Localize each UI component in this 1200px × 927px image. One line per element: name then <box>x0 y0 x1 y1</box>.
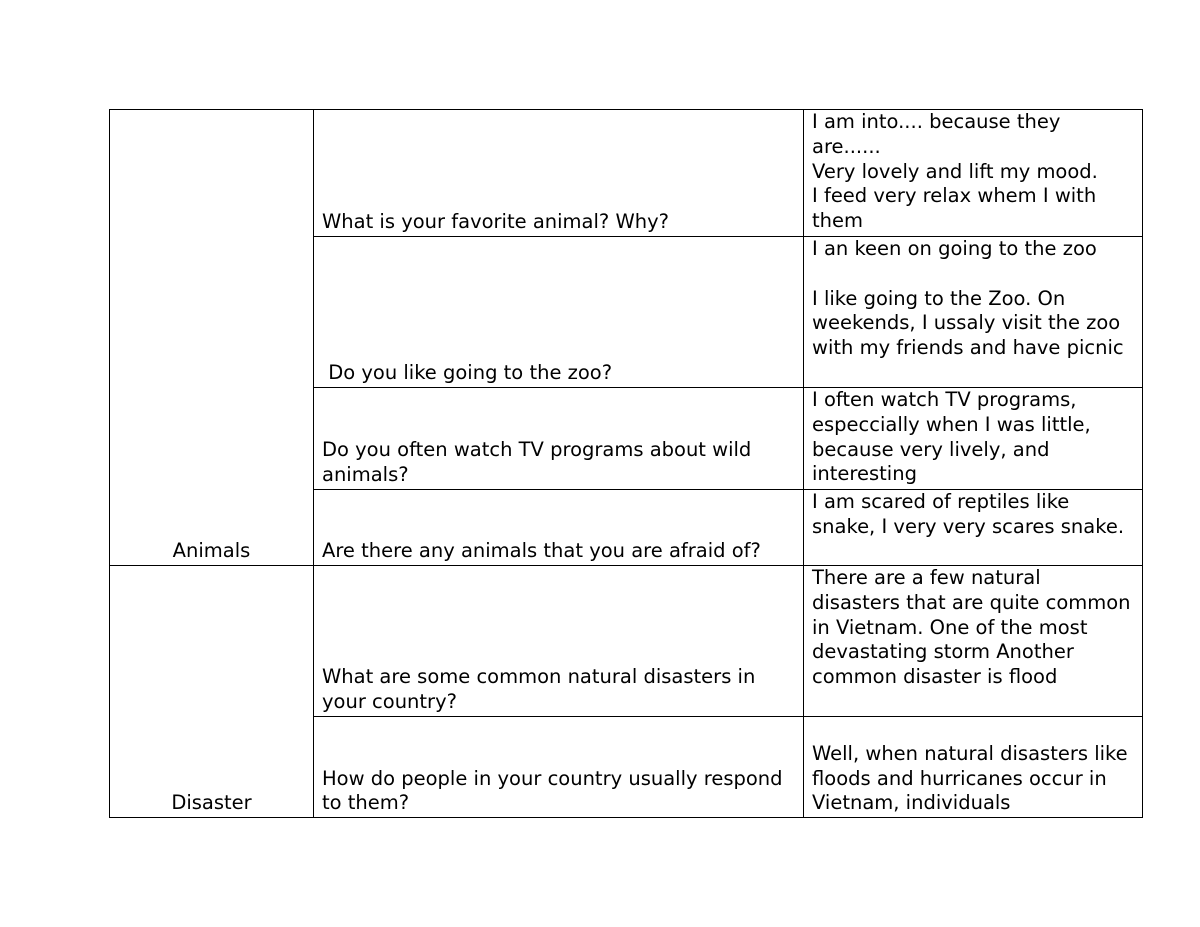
answer-cell: I an keen on going to the zoo I like going to the Zoo. On weekends, I ussaly visit the zoo with my friends and have picnic <box>804 237 1143 388</box>
qa-table <box>109 109 1143 818</box>
table-row <box>110 566 1143 717</box>
question-cell: Are there any animals that you are afraid of? <box>314 490 804 566</box>
question-cell: Do you like going to the zoo? <box>314 237 804 388</box>
answer-cell: I often watch TV programs, especcially when I was little, because very lively, and interesting <box>804 388 1143 490</box>
answer-cell: I am into.... because they are...... Very lovely and lift my mood. I feed very relax whem I with them <box>804 110 1143 237</box>
answer-cell: There are a few natural disasters that are quite common in Vietnam. One of the most devastating storm Another common disaster is flood <box>804 566 1143 717</box>
answer-cell: I am scared of reptiles like snake, I very very scares snake. <box>804 490 1143 566</box>
question-cell: Do you often watch TV programs about wild animals? <box>314 388 804 490</box>
answer-cell: Well, when natural disasters like floods and hurricanes occur in Vietnam, individuals <box>804 717 1143 818</box>
question-cell: What are some common natural disasters in your country? <box>314 566 804 717</box>
table-row <box>110 110 1143 237</box>
question-cell: How do people in your country usually respond to them? <box>314 717 804 818</box>
topic-cell-disaster: Disaster <box>110 566 314 818</box>
question-cell: What is your favorite animal? Why? <box>314 110 804 237</box>
topic-cell-animals: Animals <box>110 110 314 566</box>
